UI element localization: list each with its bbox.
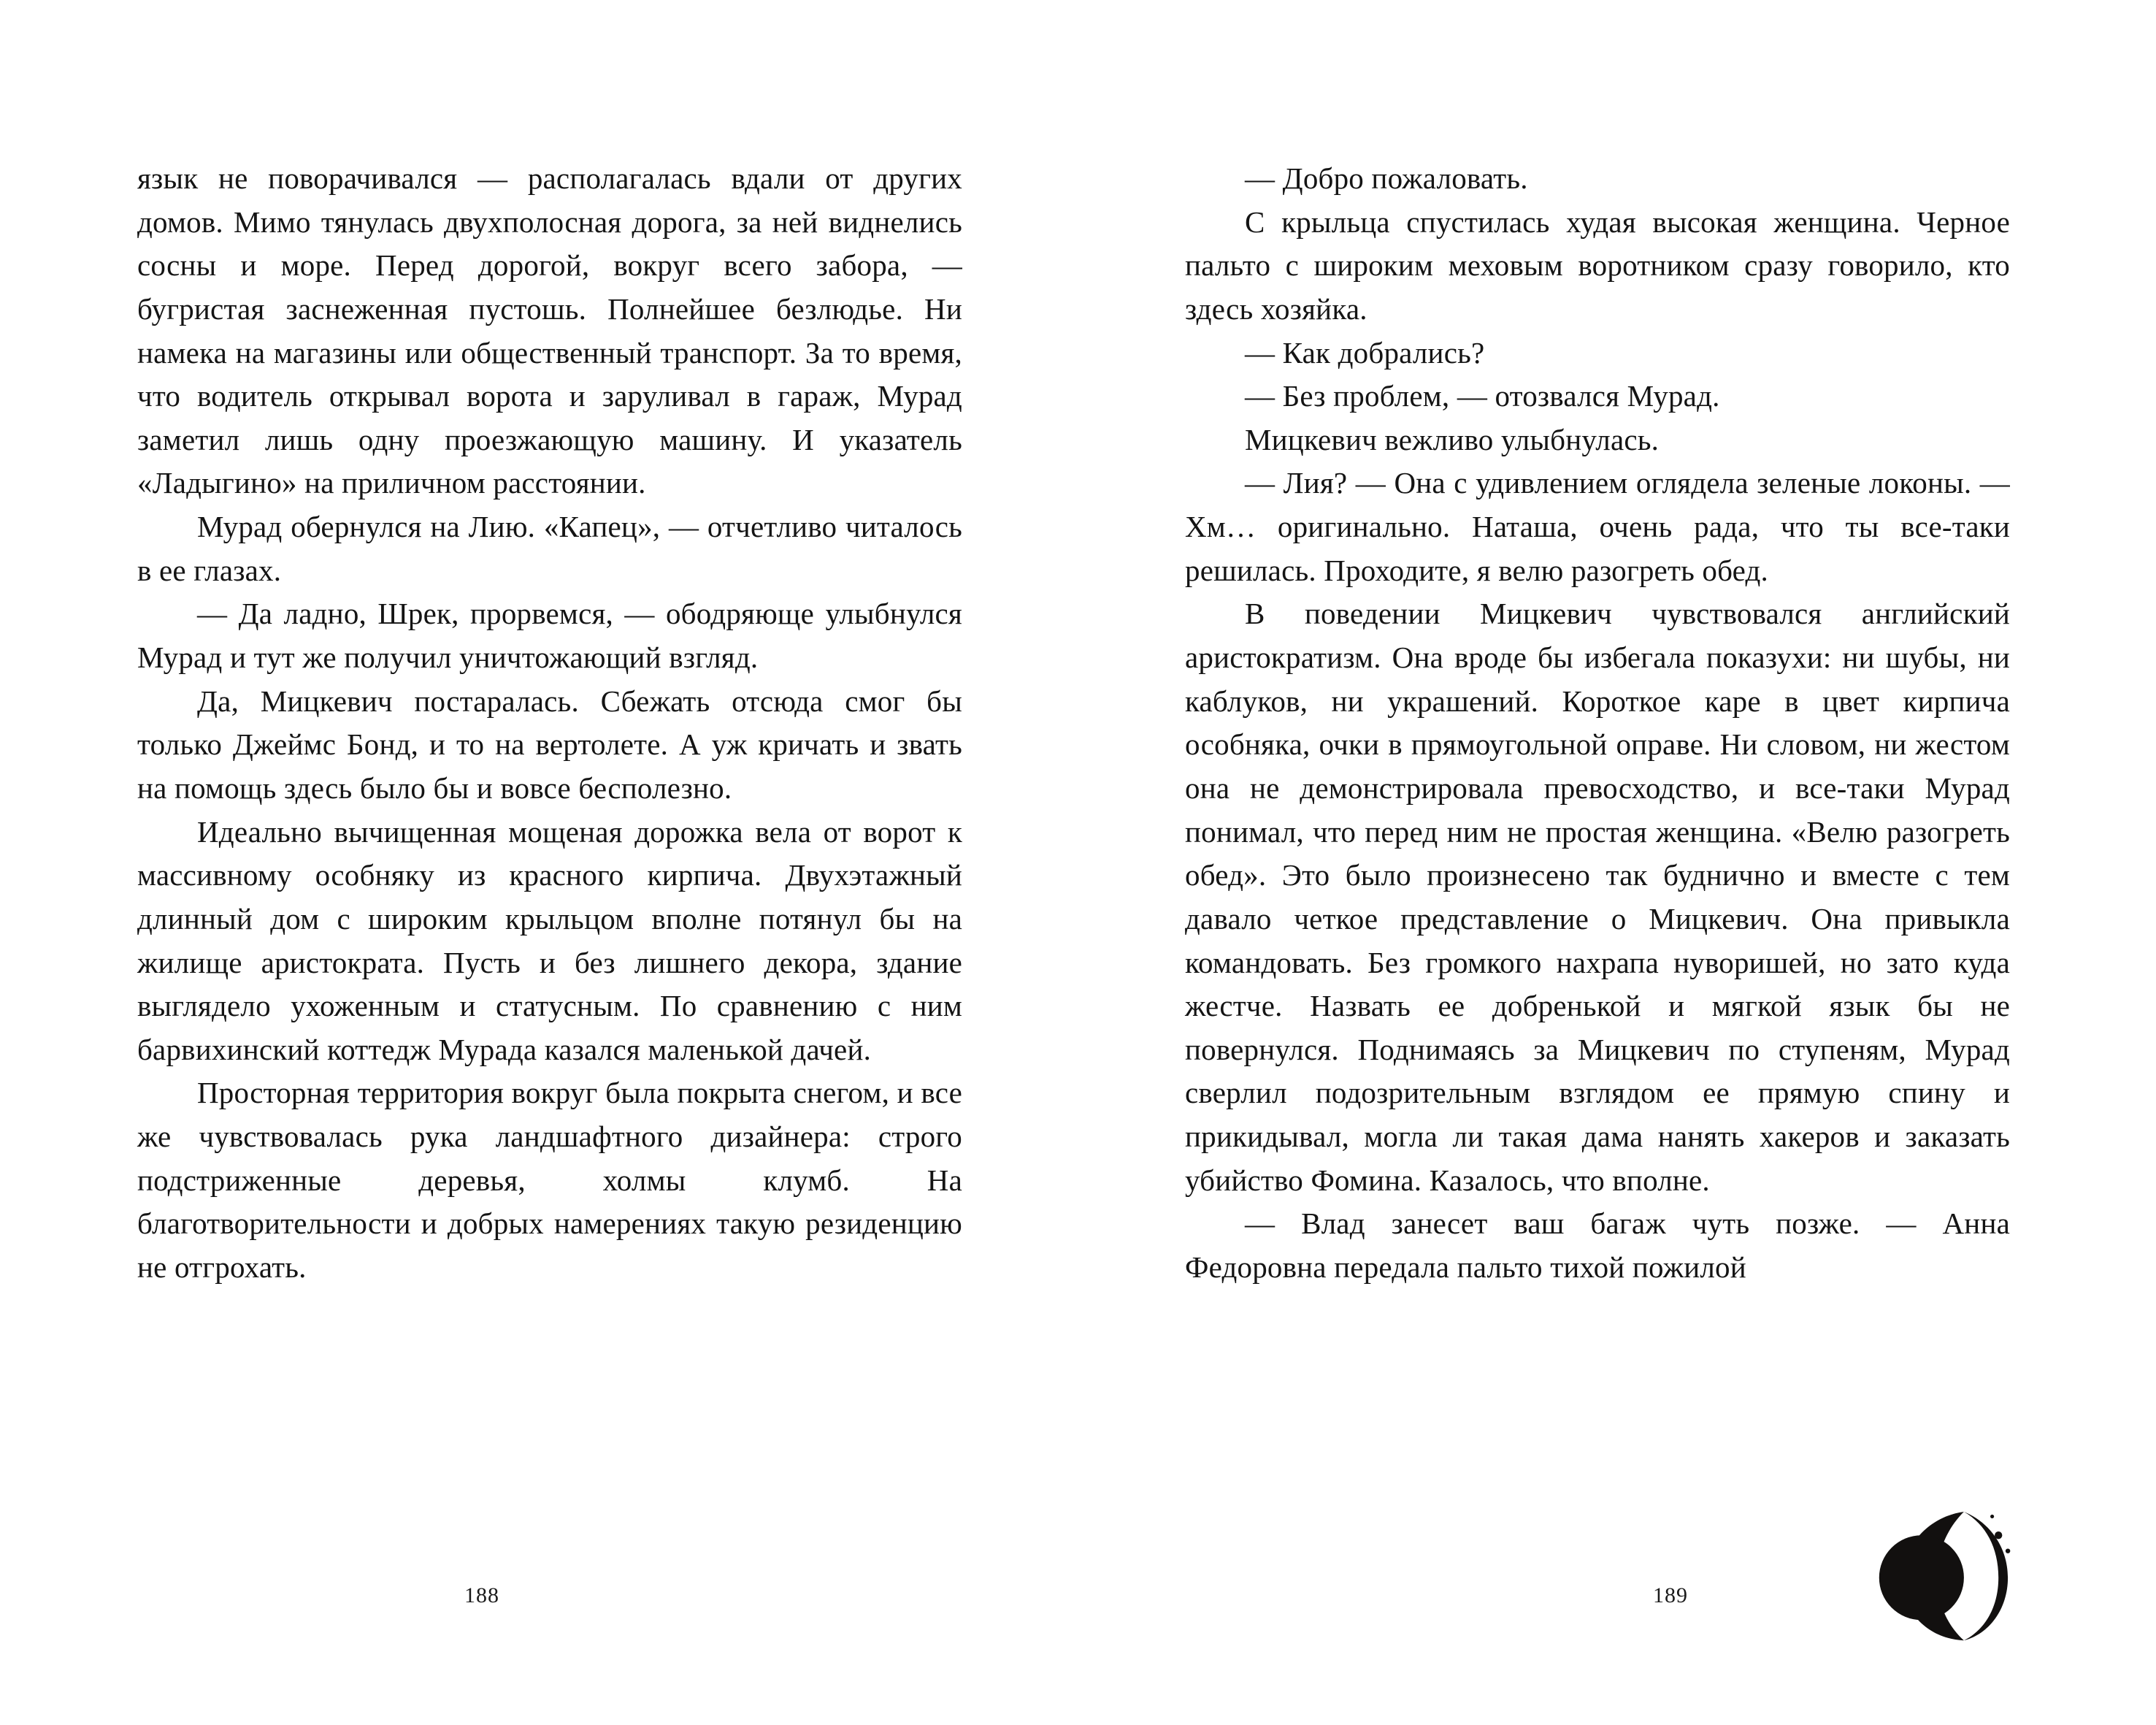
paragraph: — Влад занесет ваш багаж чуть позже. — Анна Федоровна передала пальто тихой пожилой [1185,1206,2010,1285]
page-number-right: 189 [1653,1583,1688,1607]
paragraph: Идеально вычищенная мощеная дорожка вела от ворот к массивному особняку из красного кирпича. Двухэтажный длинный дом с широким крыльцом вполне потянул бы на жилище аристократа. Пусть и без лишнего декора, здание выглядело ухоженным и статусным. По сравнению с ним барвихинский коттедж Мурада казался маленькой дачей. [137,814,962,1066]
paragraph: Да, Мицкевич постаралась. Сбежать отсюда смог бы только Джеймс Бонд, и то на вертолете. А уж кричать и звать на помощь здесь было бы и вовсе бесполезно. [137,684,962,805]
paragraph: — Добро пожаловать. [1245,161,1528,195]
paragraph: Мурад обернулся на Лию. «Капец», — отчетливо читалось в ее глазах. [137,510,962,587]
right-page-text [1185,157,2010,1290]
paragraph: — Без проблем, — отозвался Мурад. [1245,379,1720,413]
paragraph: Мицкевич вежливо улыбнулась. [1245,422,1660,456]
page-number-left: 188 [464,1583,499,1607]
paragraph: В поведении Мицкевич чувствовался английский аристократизм. Она вроде бы избегала показухи: ни шубы, ни каблуков, ни украшений. Короткое каре в цвет кирпича особняка, очки в прямоугольной оправе. Ни словом, ни жестом она не демонстрировала превосходство, и все-таки Мурад понимал, что перед ним не простая женщина. «Велю разогреть обед». Это было произнесено так буднично и вместе с тем давало четкое представление о Мицкевич. Она привыкла командовать. Без громкого нахрапа нуворишей, но зато куда жестче. Назвать ее добренькой и мягкой язык бы не повернулся. Поднимаясь за Мицкевич по ступеням, Мурад сверлил подозрительным взглядом ее прямую спину и прикидывал, могла ли такая дама нанять хакеров и заказать убийство Фомина. Казалось, что вполне. [1185,597,2010,1197]
paragraph: — Как добрались? [1245,335,1485,370]
left-page-column [137,0,962,1725]
crescent-moon-with-stars-icon [1860,1491,2017,1648]
paragraph: С крыльца спустилась худая высокая женщина. Черное пальто с широким меховым воротником сразу говорило, кто здесь хозяйка. [1185,204,2010,326]
paragraph: Просторная территория вокруг была покрыта снегом, и все же чувствовалась рука ландшафтного дизайнера: строго подстриженные деревья, холмы клумб. На благотворительности и добрых намерениях такую резиденцию не отгрохать. [137,1076,962,1285]
left-page-text [137,157,962,1290]
paragraph: язык не поворачивался — располагалась вдали от других домов. Мимо тянулась двухполосная дорога, за ней виднелись сосны и море. Перед дорогой, вокруг всего забора, — бугристая заснеженная пустошь. Полнейшее безлюдье. Ни намека на магазины или общественный транспорт. За то время, что водитель открывал ворота и заруливал в гараж, Мурад заметил лишь одну проезжающую машину. И указатель «Ладыгино» на приличном расстоянии. [137,161,962,500]
right-page-column [1185,0,2010,1725]
paragraph: — Да ладно, Шрек, прорвемся, — ободряюще улыбнулся Мурад и тут же получил уничтожающий взгляд. [137,597,962,675]
paragraph: — Лия? — Она с удивлением оглядела зеленые локоны. — Хм… оригинально. Наташа, очень рада, что ты все-таки решилась. Проходите, я велю разогреть обед. [1185,466,2010,587]
